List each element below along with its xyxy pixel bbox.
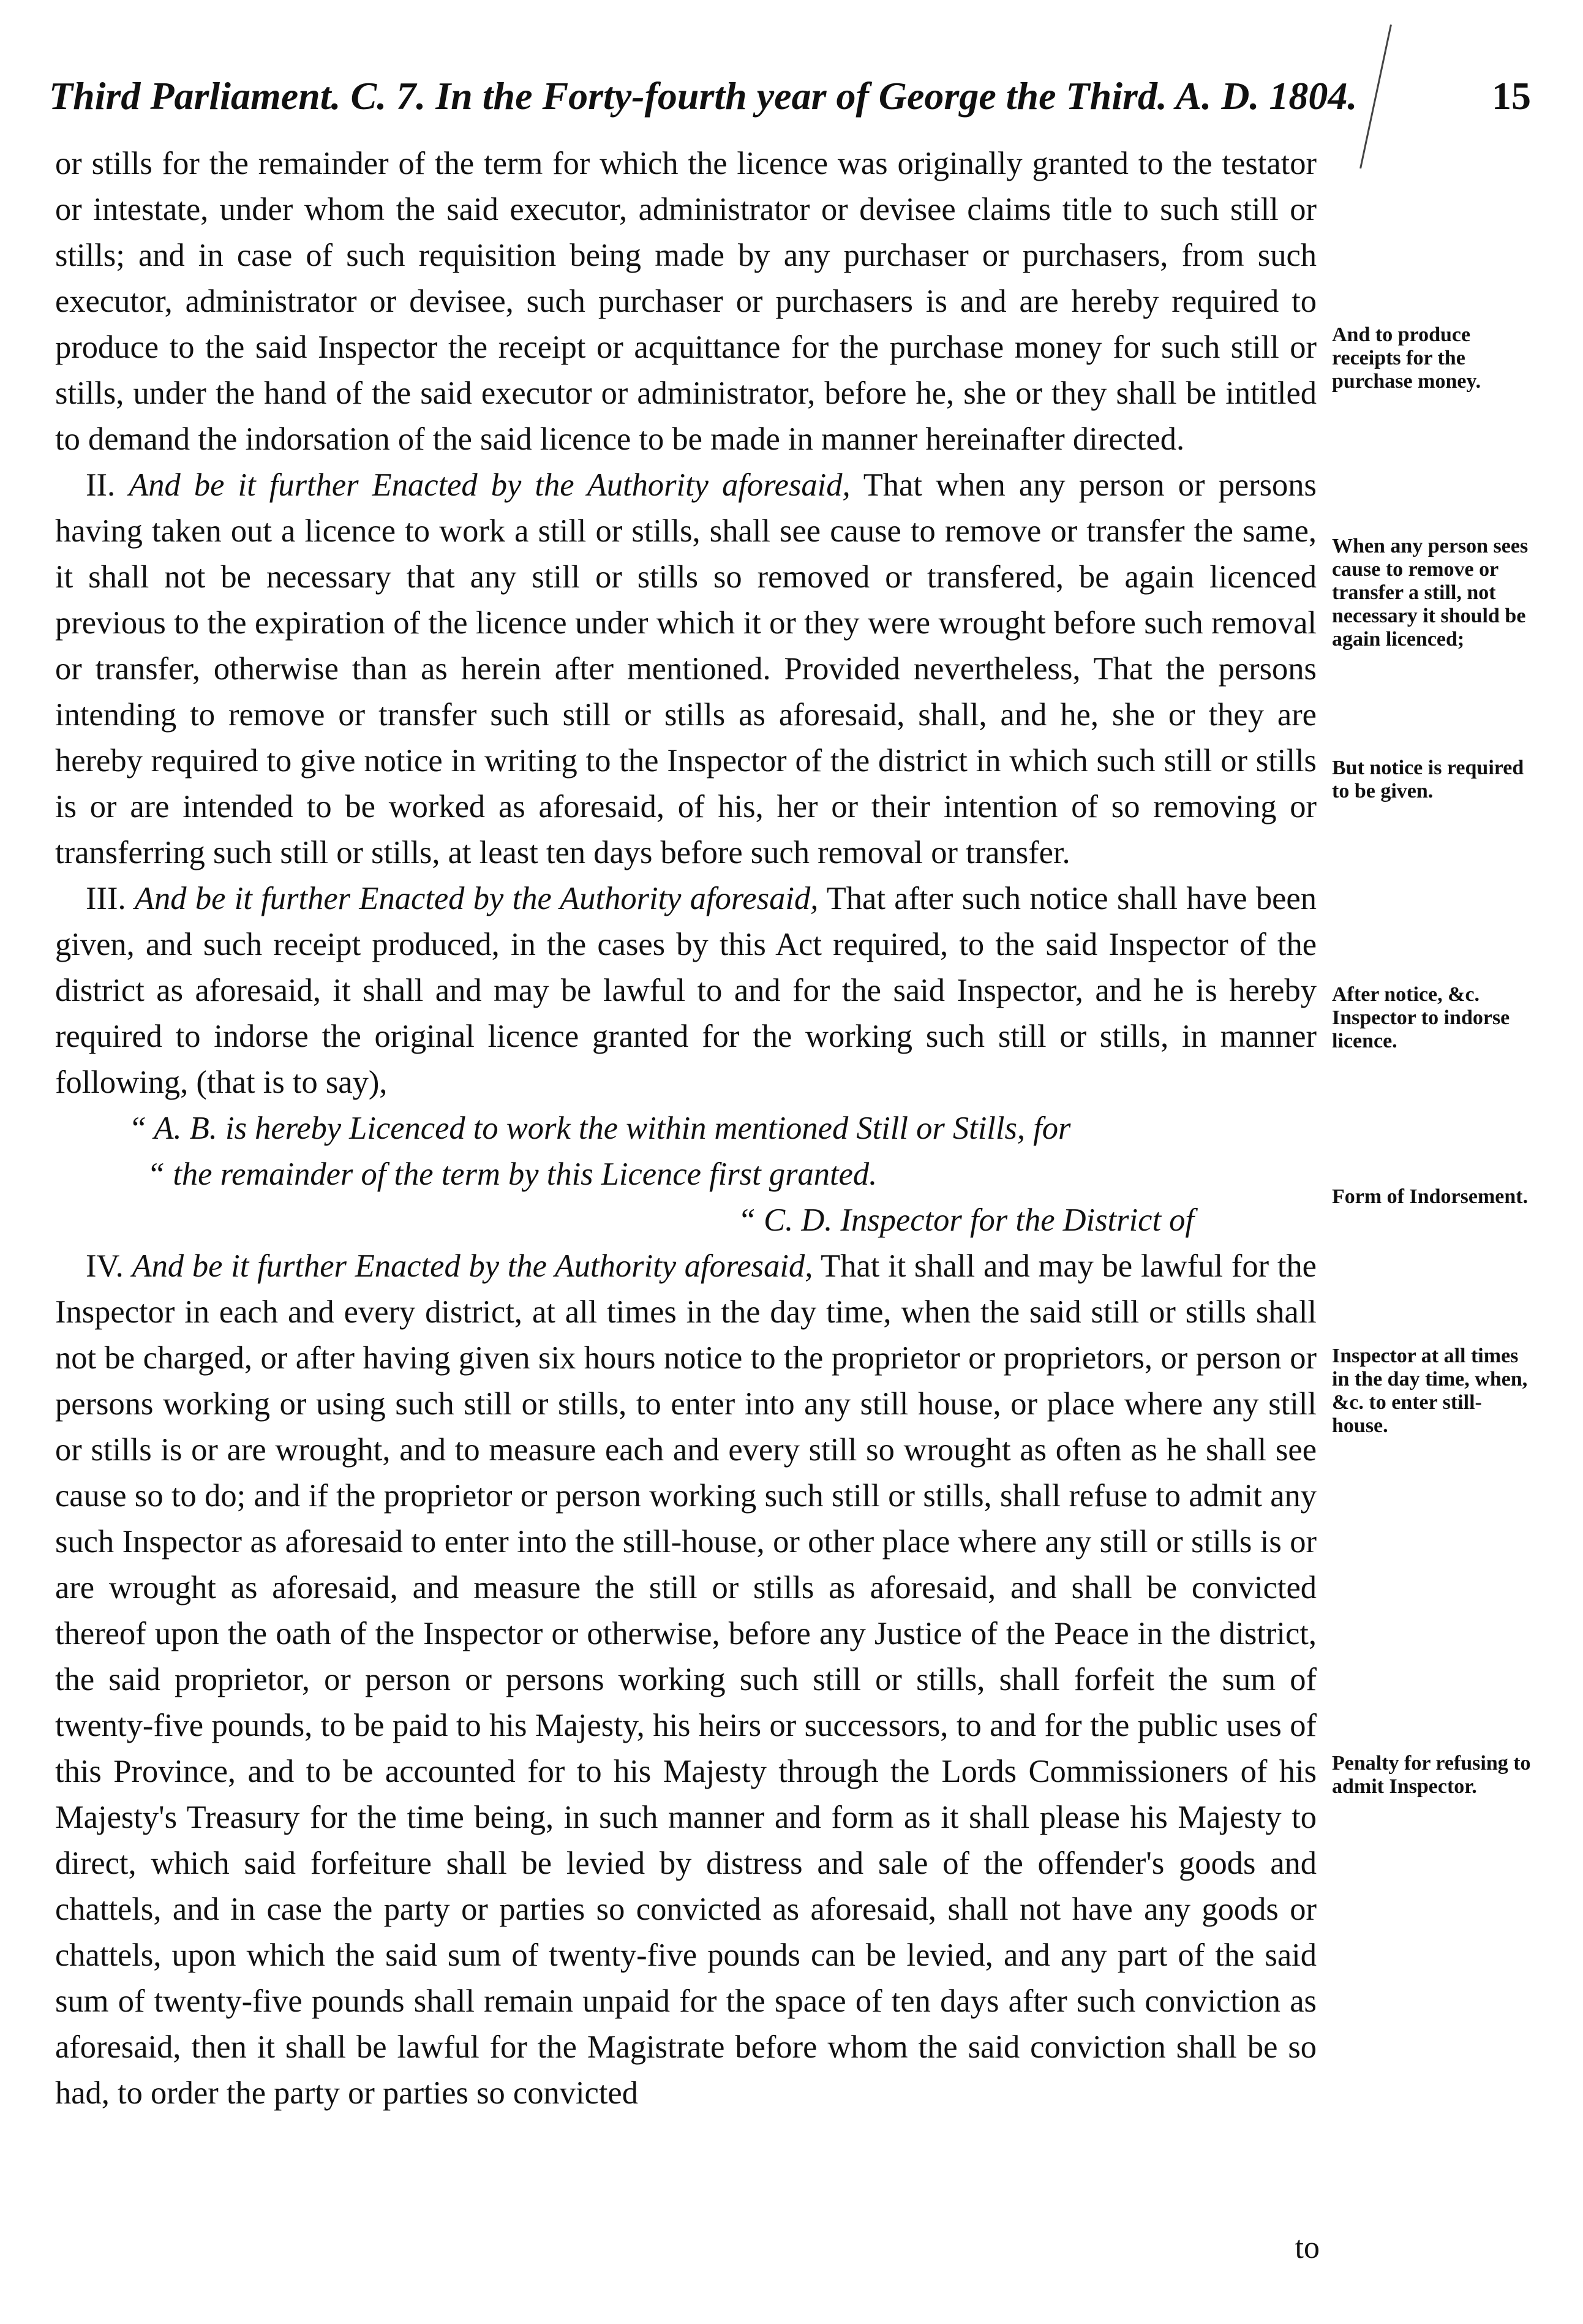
section-number: II. [86,467,116,503]
running-header [49,67,1531,135]
enacting-clause: And be it further Enacted by the Authority aforesaid, [134,881,819,916]
enacting-clause: And be it further Enacted by the Authority aforesaid, [132,1248,813,1284]
margin-note: Penalty for refusing to admit Inspector. [1332,1752,1531,1798]
section-number: IV. [86,1248,124,1284]
paragraph-continued: or stills for the remainder of the term for which the licence was originally granted to the testator or intestate, under whom the said executor, administrator or devisee claims title to such still or stills; and in case of such requisition being made by any purchaser or purchasers, from such executor, administrator or devisee, such purchaser or purchasers is and are hereby required to produce to the said Inspector the receipt or acquittance for the purchase money for such still or stills, under the hand of the said executor or administrator, before he, she or they shall be intitled to demand the indorsation of the said licence to be made in manner hereinafter directed. [55,146,1317,457]
page-number: 15 [1492,74,1531,118]
section-4 [55,1243,1317,2116]
margin-note: When any person sees cause to remove or transfer a still, not necessary it should be again licenced; [1332,535,1528,651]
margin-note: But notice is required to be given. [1332,756,1524,802]
catchword: to [1295,2230,1320,2265]
section-2 [55,462,1317,876]
margin-note: And to produce receipts for the purchase money. [1332,323,1481,393]
margin-note: Inspector at all times in the day time, when, &c. to enter still-house. [1332,1345,1528,1437]
running-title: Third Parliament. C. 7. In the Forty-fourth year of George the Third. A. D. 1804. [49,74,1358,118]
form-line-2: “ the remainder of the term by this Licence first granted. [147,1156,878,1192]
form-line-1: “ A. B. is hereby Licenced to work the within mentioned Still or Stills, for [129,1111,1071,1146]
section-text: That after such notice shall have been given, and such receipt produced, in the cases by this Act required, to the said Inspector of the district as aforesaid, it shall and may be lawful to and for the said Inspector, and he is hereby required to indorse the original licence granted for the working such still or stills, in manner following, (that is to say), [55,881,1317,1100]
enacting-clause: And be it further Enacted by the Authority aforesaid, [129,467,851,503]
section-text: That it shall and may be lawful for the Inspector in each and every district, at all times in the day time, when the said still or stills shall not be charged, or after having given six hours notice to the proprietor or proprietors, or person or persons working or using such still or stills, to enter into any still house, or place where any still or stills is or are wrought, and to measure each and every still so wrought as often as he shall see cause so to do; and if the proprietor or person working such still or stills, shall refuse to admit any such Inspector as aforesaid to enter into the still-house, or other place where any still or stills is or are wrought as aforesaid, and measure the still or stills as aforesaid, and shall be convicted thereof upon the oath of the Inspector or otherwise, before any Justice of the Peace in the district, the said proprietor, or person or persons working such still or stills, shall forfeit the sum of twenty-five pounds, to be paid to his Majesty, his heirs or successors, to and for the public uses of this Province, and to be accounted for to his Majesty through the Lords Commissioners of his Majesty's Treasury for the time being, in such manner and form as it shall please his Majesty to direct, which said forfeiture shall be levied by distress and sale of the offender's goods and chattels, and in case the party or parties so convicted as aforesaid, shall not have any goods or chattels, upon which the said sum of twenty-five pounds can be levied, and any part of the said sum of twenty-five pounds shall remain unpaid for the space of ten days after such conviction as aforesaid, then it shall be lawful for the Magistrate before whom the said conviction shall be so had, to order the party or parties so convicted [55,1248,1317,2111]
section-number: III. [86,881,126,916]
form-line-3: “ C. D. Inspector for the District of [737,1202,1194,1238]
body-text [55,141,1317,2116]
section-text: That when any person or persons having taken out a licence to work a still or stills, shall see cause to remove or transfer the same, it shall not be necessary that any still or stills so removed or transfered, be again licenced previous to the expiration of the licence under which it or they were wrought before such removal or transfer, otherwise than as herein after mentioned. Provided nevertheless, That the persons intending to remove or transfer such still or stills as aforesaid, shall, and he, she or they are hereby required to give notice in writing to the Inspector of the district in which such still or stills is or are intended to be worked as aforesaid, of his, her or their intention of so removing or transferring such still or stills, at least ten days before such removal or transfer. [55,467,1317,870]
section-3 [55,876,1317,1106]
margin-note: Form of Indorsement. [1332,1185,1528,1208]
margin-note: After notice, &c. Inspector to indorse licence. [1332,983,1510,1052]
